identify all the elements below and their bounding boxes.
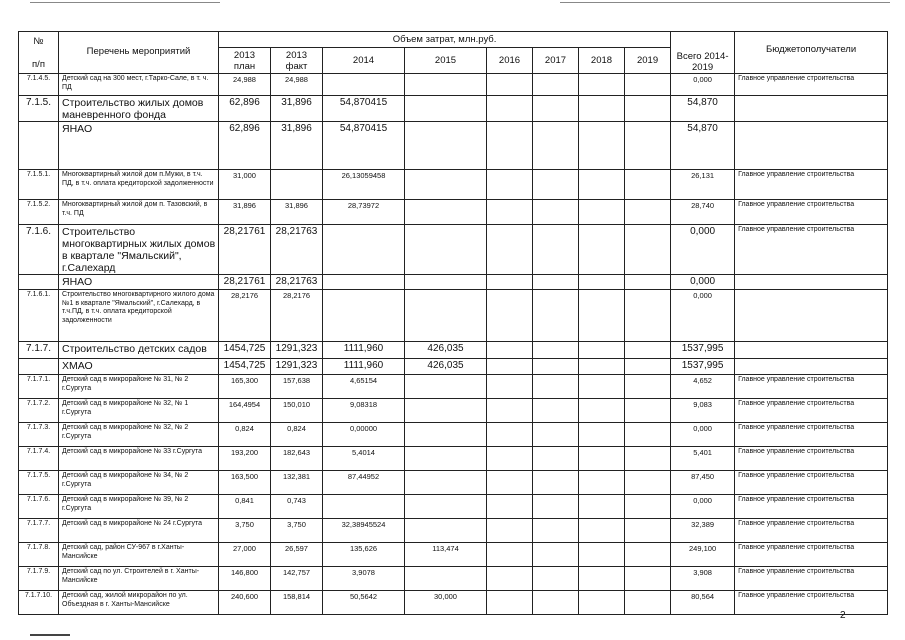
table-row [19, 275, 888, 290]
header-2014: 2014 [323, 48, 405, 74]
cell-empty-year [533, 290, 579, 342]
cell-empty-year [579, 275, 625, 290]
cell-y2014: 5,4014 [323, 447, 405, 471]
cell-plan: 163,500 [219, 471, 271, 495]
header-num [19, 32, 59, 74]
table-body [19, 74, 888, 615]
cell-empty-year [487, 200, 533, 225]
row-measure-name: Детский сад в микрорайоне № 31, № 2 г.Сургута [59, 375, 219, 399]
row-number: 7.1.7. [19, 342, 59, 359]
row-number: 7.1.7.2. [19, 399, 59, 423]
cell-fact: 28,21763 [271, 225, 323, 275]
cell-total: 54,870 [671, 96, 735, 122]
cell-recipient [735, 96, 888, 122]
cell-empty-year [579, 122, 625, 170]
row-measure-name: Детский сад в микрорайоне № 32, № 2 г.Сургута [59, 423, 219, 447]
table-row [19, 447, 888, 471]
row-measure-name: Строительство детских садов [59, 342, 219, 359]
cell-y2015 [405, 200, 487, 225]
cell-total: 0,000 [671, 74, 735, 96]
cell-plan: 31,000 [219, 170, 271, 200]
row-measure-name: ХМАО [59, 359, 219, 375]
row-measure-name: ЯНАО [59, 122, 219, 170]
cell-y2015 [405, 170, 487, 200]
cell-total: 0,000 [671, 290, 735, 342]
cell-recipient: Главное управление строительства [735, 447, 888, 471]
cell-plan: 146,800 [219, 567, 271, 591]
cell-plan: 31,896 [219, 200, 271, 225]
cell-fact: 0,743 [271, 495, 323, 519]
header-2019: 2019 [625, 48, 671, 74]
cell-empty-year [533, 359, 579, 375]
row-number: 7.1.7.4. [19, 447, 59, 471]
cell-y2015 [405, 225, 487, 275]
cell-empty-year [533, 96, 579, 122]
cell-y2014: 32,38945524 [323, 519, 405, 543]
cell-fact: 1291,323 [271, 342, 323, 359]
cell-plan: 193,200 [219, 447, 271, 471]
cell-empty-year [533, 543, 579, 567]
cell-empty-year [625, 96, 671, 122]
header-num-label: № [33, 35, 44, 47]
cell-recipient [735, 359, 888, 375]
row-number: 7.1.7.6. [19, 495, 59, 519]
cell-fact: 158,814 [271, 591, 323, 615]
header-2016: 2016 [487, 48, 533, 74]
table-row [19, 543, 888, 567]
cell-y2014: 54,870415 [323, 122, 405, 170]
row-measure-name: Детский сад на 300 мест, г.Тарко-Сале, в т. ч. ПД [59, 74, 219, 96]
row-measure-name: Детский сад, район СУ-967 в г.Ханты-Мансийске [59, 543, 219, 567]
cell-recipient: Главное управление строительства [735, 375, 888, 399]
cell-y2014 [323, 74, 405, 96]
cell-empty-year [487, 359, 533, 375]
cell-empty-year [579, 399, 625, 423]
cell-y2015 [405, 96, 487, 122]
cell-empty-year [487, 423, 533, 447]
cell-y2015 [405, 275, 487, 290]
cell-y2015 [405, 567, 487, 591]
cell-y2015 [405, 447, 487, 471]
row-measure-name: Строительство многоквартирных жилых домов в квартале "Ямальский", г.Салехард [59, 225, 219, 275]
cell-plan: 62,896 [219, 96, 271, 122]
cell-empty-year [533, 122, 579, 170]
cell-fact: 182,643 [271, 447, 323, 471]
cell-empty-year [533, 200, 579, 225]
cell-empty-year [487, 342, 533, 359]
cell-recipient: Главное управление строительства [735, 399, 888, 423]
cell-empty-year [487, 122, 533, 170]
cell-fact: 31,896 [271, 122, 323, 170]
cell-plan: 240,600 [219, 591, 271, 615]
cell-empty-year [579, 591, 625, 615]
cell-empty-year [487, 375, 533, 399]
cell-empty-year [533, 471, 579, 495]
cell-fact: 157,638 [271, 375, 323, 399]
cell-empty-year [579, 290, 625, 342]
cell-empty-year [487, 567, 533, 591]
row-measure-name: Детский сад в микрорайоне № 32, № 1 г.Сургута [59, 399, 219, 423]
cell-y2015 [405, 471, 487, 495]
row-measure-name: Детский сад в микрорайоне № 33 г.Сургута [59, 447, 219, 471]
cell-recipient: Главное управление строительства [735, 170, 888, 200]
cell-empty-year [579, 423, 625, 447]
row-number: 7.1.7.8. [19, 543, 59, 567]
cell-empty-year [533, 591, 579, 615]
header-2013-plan: 2013 план [219, 48, 271, 74]
cell-y2015 [405, 375, 487, 399]
cell-empty-year [579, 543, 625, 567]
cell-total: 3,908 [671, 567, 735, 591]
row-number: 7.1.7.10. [19, 591, 59, 615]
cell-total: 0,000 [671, 423, 735, 447]
cell-y2014: 4,65154 [323, 375, 405, 399]
cell-empty-year [579, 495, 625, 519]
page-number: 2 [840, 610, 846, 621]
cell-empty-year [625, 359, 671, 375]
cell-recipient [735, 342, 888, 359]
cell-empty-year [579, 342, 625, 359]
table-row [19, 74, 888, 96]
cell-empty-year [625, 567, 671, 591]
cell-total: 54,870 [671, 122, 735, 170]
row-measure-name: Многоквартирный жилой дом п.Мужи, в т.ч. ПД, в т.ч. оплата кредиторской задолженности [59, 170, 219, 200]
cell-empty-year [625, 375, 671, 399]
cell-y2014: 1111,960 [323, 359, 405, 375]
cell-y2014: 0,00000 [323, 423, 405, 447]
cell-empty-year [533, 375, 579, 399]
cell-empty-year [533, 170, 579, 200]
row-number: 7.1.7.3. [19, 423, 59, 447]
table-row [19, 200, 888, 225]
cell-fact: 3,750 [271, 519, 323, 543]
table-row [19, 96, 888, 122]
cell-fact: 31,896 [271, 200, 323, 225]
cell-empty-year [579, 567, 625, 591]
row-measure-name: Детский сад в микрорайоне № 24 г.Сургута [59, 519, 219, 543]
cell-y2015: 426,035 [405, 342, 487, 359]
cell-plan: 1454,725 [219, 342, 271, 359]
expenditure-table [18, 31, 888, 615]
header-2018: 2018 [579, 48, 625, 74]
row-number: 7.1.7.7. [19, 519, 59, 543]
row-measure-name: Многоквартирный жилой дом п. Тазовский, в т.ч. ПД [59, 200, 219, 225]
table-row [19, 567, 888, 591]
cell-empty-year [579, 225, 625, 275]
table-row [19, 375, 888, 399]
table-row [19, 399, 888, 423]
cell-fact: 26,597 [271, 543, 323, 567]
cell-recipient: Главное управление строительства [735, 74, 888, 96]
cell-empty-year [487, 591, 533, 615]
cell-y2015 [405, 74, 487, 96]
row-measure-name: Строительство жилых домов маневренного фонда [59, 96, 219, 122]
cell-empty-year [487, 290, 533, 342]
cell-y2015 [405, 423, 487, 447]
cell-plan: 0,824 [219, 423, 271, 447]
cell-empty-year [625, 290, 671, 342]
cell-y2014 [323, 495, 405, 519]
cell-empty-year [487, 519, 533, 543]
cell-empty-year [579, 447, 625, 471]
table-row [19, 170, 888, 200]
top-rule-left [30, 2, 220, 3]
cell-y2014 [323, 275, 405, 290]
cell-y2015 [405, 519, 487, 543]
cell-y2014: 87,44952 [323, 471, 405, 495]
cell-total: 9,083 [671, 399, 735, 423]
cell-plan: 165,300 [219, 375, 271, 399]
header-2015: 2015 [405, 48, 487, 74]
cell-total: 5,401 [671, 447, 735, 471]
cell-recipient: Главное управление строительства [735, 471, 888, 495]
cell-recipient: Главное управление строительства [735, 519, 888, 543]
cell-empty-year [625, 275, 671, 290]
cell-empty-year [625, 543, 671, 567]
bottom-rule [30, 634, 70, 636]
row-measure-name: Детский сад по ул. Строителей в г. Ханты-Мансийске [59, 567, 219, 591]
row-measure-name: ЯНАО [59, 275, 219, 290]
cell-total: 0,000 [671, 495, 735, 519]
cell-empty-year [533, 399, 579, 423]
cell-empty-year [579, 375, 625, 399]
cell-recipient: Главное управление строительства [735, 200, 888, 225]
cell-plan: 1454,725 [219, 359, 271, 375]
table-row [19, 290, 888, 342]
cell-y2014: 28,73972 [323, 200, 405, 225]
row-number: 7.1.6.1. [19, 290, 59, 342]
cell-y2015 [405, 122, 487, 170]
cell-empty-year [625, 74, 671, 96]
cell-empty-year [533, 342, 579, 359]
cell-y2014 [323, 290, 405, 342]
cell-fact: 1291,323 [271, 359, 323, 375]
cell-empty-year [533, 447, 579, 471]
cell-empty-year [579, 519, 625, 543]
cell-y2014: 26,13059458 [323, 170, 405, 200]
row-number: 7.1.7.5. [19, 471, 59, 495]
cell-fact: 132,381 [271, 471, 323, 495]
table-row [19, 495, 888, 519]
cell-empty-year [533, 74, 579, 96]
cell-y2015 [405, 495, 487, 519]
cell-y2015 [405, 290, 487, 342]
table-header [19, 32, 888, 74]
cell-recipient: Главное управление строительства [735, 543, 888, 567]
row-measure-name: Строительство многоквартирного жилого дома №1 в квартале "Ямальский", г.Салехард, в т.ч.ПД, в т.ч. оплата кредиторской задолженности [59, 290, 219, 342]
cell-recipient: Главное управление строительства [735, 567, 888, 591]
cell-y2014: 9,08318 [323, 399, 405, 423]
cell-fact: 28,21763 [271, 275, 323, 290]
cell-empty-year [533, 423, 579, 447]
cell-total: 28,740 [671, 200, 735, 225]
cell-total: 249,100 [671, 543, 735, 567]
row-measure-name: Детский сад, жилой микрорайон по ул. Объездная в г. Ханты-Мансийске [59, 591, 219, 615]
cell-empty-year [579, 170, 625, 200]
cell-recipient: Главное управление строительства [735, 591, 888, 615]
table-row [19, 591, 888, 615]
header-recipients: Бюджетополучатели [735, 32, 888, 74]
cell-plan: 0,841 [219, 495, 271, 519]
cell-empty-year [487, 170, 533, 200]
cell-y2015 [405, 399, 487, 423]
cell-fact: 31,896 [271, 96, 323, 122]
cell-y2015: 113,474 [405, 543, 487, 567]
cell-empty-year [579, 359, 625, 375]
row-number: 7.1.4.5. [19, 74, 59, 96]
cell-empty-year [579, 200, 625, 225]
row-number: 7.1.6. [19, 225, 59, 275]
cell-empty-year [625, 399, 671, 423]
cell-total: 80,564 [671, 591, 735, 615]
cell-recipient [735, 122, 888, 170]
cell-plan: 24,988 [219, 74, 271, 96]
cell-fact: 28,2176 [271, 290, 323, 342]
cell-plan: 27,000 [219, 543, 271, 567]
cell-empty-year [625, 170, 671, 200]
cell-plan: 28,21761 [219, 225, 271, 275]
cell-empty-year [625, 122, 671, 170]
row-number: 7.1.5.1. [19, 170, 59, 200]
cell-plan: 28,2176 [219, 290, 271, 342]
cell-fact: 142,757 [271, 567, 323, 591]
cell-empty-year [487, 225, 533, 275]
row-number [19, 275, 59, 290]
cell-total: 1537,995 [671, 359, 735, 375]
cell-empty-year [579, 471, 625, 495]
cell-recipient [735, 290, 888, 342]
cell-y2015: 426,035 [405, 359, 487, 375]
cell-empty-year [533, 519, 579, 543]
cell-empty-year [487, 495, 533, 519]
cell-total: 0,000 [671, 225, 735, 275]
cell-y2015: 30,000 [405, 591, 487, 615]
table-row [19, 471, 888, 495]
cell-empty-year [625, 225, 671, 275]
cell-recipient: Главное управление строительства [735, 225, 888, 275]
cell-recipient [735, 275, 888, 290]
cell-total: 0,000 [671, 275, 735, 290]
header-2013-fact: 2013 факт [271, 48, 323, 74]
cell-total: 87,450 [671, 471, 735, 495]
cell-total: 1537,995 [671, 342, 735, 359]
row-number [19, 359, 59, 375]
cell-empty-year [487, 74, 533, 96]
cell-empty-year [533, 567, 579, 591]
cell-y2014: 3,9078 [323, 567, 405, 591]
cell-empty-year [487, 543, 533, 567]
cell-empty-year [579, 74, 625, 96]
row-number [19, 122, 59, 170]
row-number: 7.1.5.2. [19, 200, 59, 225]
cell-total: 32,389 [671, 519, 735, 543]
row-number: 7.1.7.1. [19, 375, 59, 399]
cell-plan: 164,4954 [219, 399, 271, 423]
cell-recipient: Главное управление строительства [735, 495, 888, 519]
table-row [19, 423, 888, 447]
row-number: 7.1.7.9. [19, 567, 59, 591]
header-costs: Объем затрат, млн.руб. [219, 32, 671, 48]
row-measure-name: Детский сад в микрорайоне № 39, № 2 г.Сургута [59, 495, 219, 519]
top-rule-right [560, 2, 890, 3]
cell-fact: 24,988 [271, 74, 323, 96]
cell-fact [271, 170, 323, 200]
cell-empty-year [487, 96, 533, 122]
table-row [19, 519, 888, 543]
cell-plan: 28,21761 [219, 275, 271, 290]
table-row [19, 342, 888, 359]
cell-empty-year [625, 471, 671, 495]
cell-fact: 0,824 [271, 423, 323, 447]
header-list: Перечень мероприятий [59, 32, 219, 74]
cell-empty-year [533, 225, 579, 275]
cell-empty-year [533, 275, 579, 290]
cell-y2014 [323, 225, 405, 275]
cell-total: 26,131 [671, 170, 735, 200]
cell-y2014: 1111,960 [323, 342, 405, 359]
cell-empty-year [533, 495, 579, 519]
row-measure-name: Детский сад в микрорайоне № 34, № 2 г.Сургута [59, 471, 219, 495]
cell-empty-year [625, 342, 671, 359]
cell-empty-year [625, 200, 671, 225]
table-row [19, 359, 888, 375]
table-row [19, 122, 888, 170]
cell-empty-year [487, 447, 533, 471]
cell-fact: 150,010 [271, 399, 323, 423]
cell-y2014: 135,626 [323, 543, 405, 567]
cell-y2014: 50,5642 [323, 591, 405, 615]
cell-empty-year [625, 495, 671, 519]
cell-empty-year [487, 275, 533, 290]
cell-empty-year [579, 96, 625, 122]
header-num-label2: п/п [32, 58, 45, 70]
cell-empty-year [625, 423, 671, 447]
row-number: 7.1.5. [19, 96, 59, 122]
cell-empty-year [625, 591, 671, 615]
cell-recipient: Главное управление строительства [735, 423, 888, 447]
cell-y2014: 54,870415 [323, 96, 405, 122]
header-total: Всего 2014- 2019 [671, 32, 735, 74]
cell-empty-year [625, 519, 671, 543]
cell-plan: 3,750 [219, 519, 271, 543]
cell-empty-year [487, 399, 533, 423]
table-row [19, 225, 888, 275]
cell-total: 4,652 [671, 375, 735, 399]
cell-empty-year [625, 447, 671, 471]
header-2017: 2017 [533, 48, 579, 74]
cell-empty-year [487, 471, 533, 495]
cell-plan: 62,896 [219, 122, 271, 170]
